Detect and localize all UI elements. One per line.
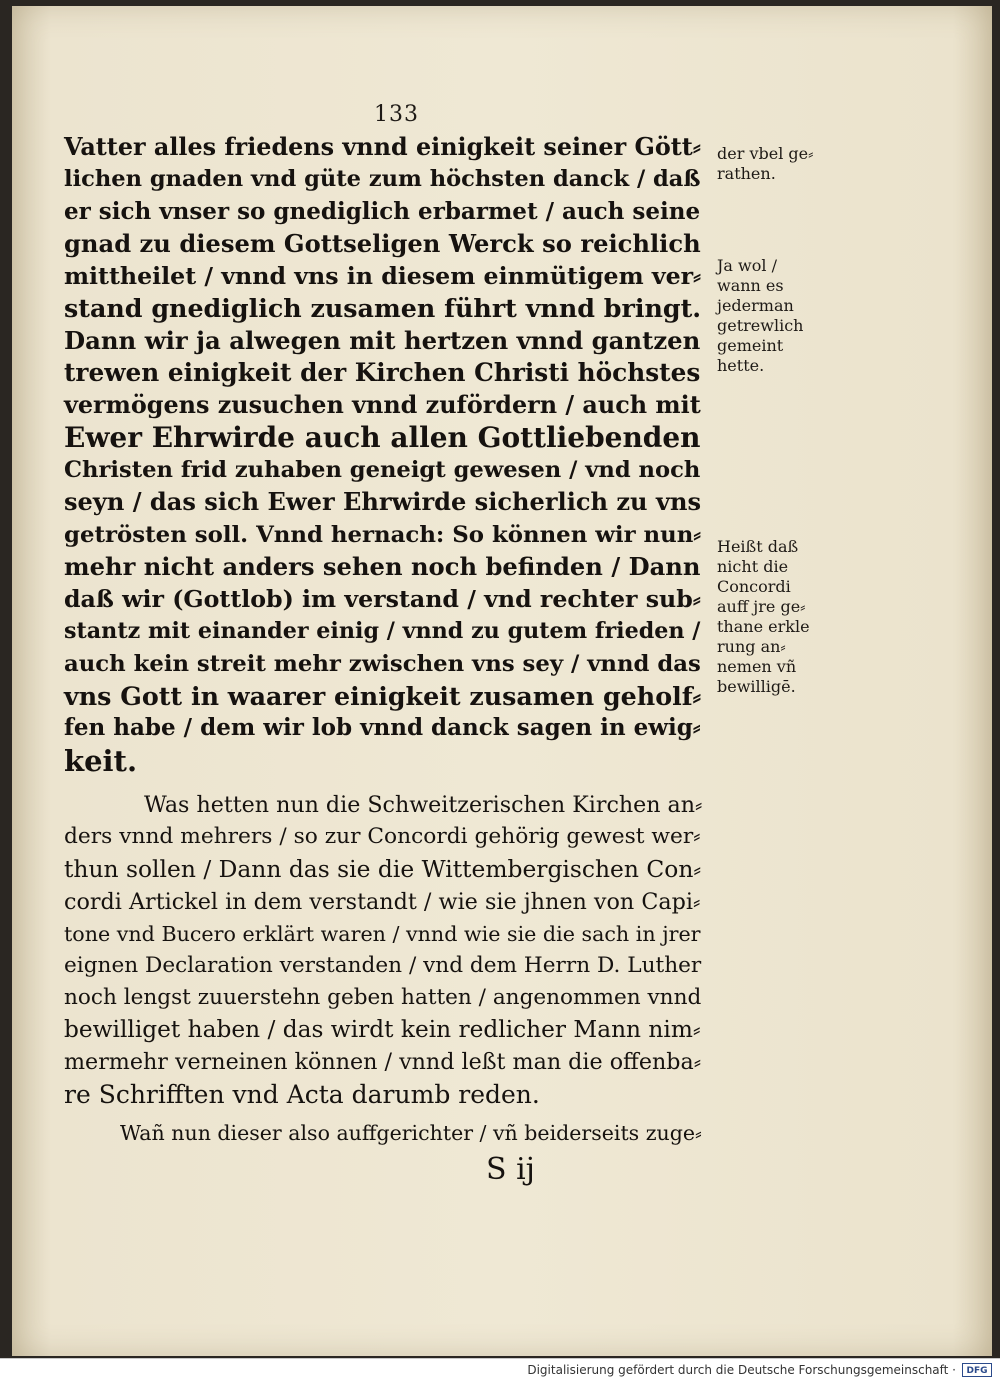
margin-note-line: wann es xyxy=(717,276,784,295)
text-line: vermögens zusuchen vnnd zufördern / auch mit xyxy=(64,391,701,420)
text-line: mehr nicht anders sehen noch befinden / Dann xyxy=(64,551,701,581)
text-line: lichen gnaden vnd güte zum höchsten danck / daß xyxy=(64,166,701,193)
text-line: thun sollen / Dann das sie die Wittembergischen Con⸗ xyxy=(64,855,702,884)
text-line: Christen frid zuhaben geneigt gewesen / vnd noch xyxy=(64,456,701,483)
text-line: gnad zu diesem Gottseligen Werck so reichlich xyxy=(64,228,701,258)
text-line: fen habe / dem wir lob vnnd danck sagen in ewig⸗ xyxy=(64,714,701,742)
book-page xyxy=(12,6,992,1356)
text-line: cordi Artickel in dem verstandt / wie sie jhnen von Capi⸗ xyxy=(64,888,701,915)
margin-note-line: thane erkle xyxy=(717,617,810,636)
margin-note-line: getrewlich xyxy=(717,316,804,335)
text-line: getrösten soll. Vnnd hernach: So können wir nun⸗ xyxy=(64,521,701,548)
margin-note-line: Heißt daß xyxy=(717,537,799,556)
text-line: auch kein streit mehr zwischen vns sey / vnnd das xyxy=(64,650,701,677)
text-line: mermehr verneinen können / vnnd leßt man die offenba⸗ xyxy=(64,1049,702,1076)
text-line: Was hetten nun die Schweitzerischen Kirchen an⸗ xyxy=(144,791,703,818)
text-line: stand gnediglich zusamen führt vnnd bringt. xyxy=(64,293,702,324)
dfg-logo: DFG xyxy=(962,1363,992,1377)
signature-mark: S ij xyxy=(486,1152,535,1187)
margin-note-line: nicht die xyxy=(717,557,789,576)
text-line: Vatter alles friedens vnnd einigkeit seiner Gött⸗ xyxy=(64,133,701,161)
text-line: mittheilet / vnnd vns in diesem einmütigem ver⸗ xyxy=(64,262,702,291)
text-line: seyn / das sich Ewer Ehrwirde sicherlich zu vns xyxy=(64,487,702,517)
margin-note xyxy=(717,144,817,184)
paragraph xyxy=(64,789,714,1111)
margin-note-line: der vbel ge⸗ xyxy=(717,144,814,163)
text-line: noch lengst zuuerstehn geben hatten / angenommen vnnd xyxy=(64,985,702,1011)
text-line: eignen Declaration verstanden / vnd dem Herrn D. Luther xyxy=(64,952,702,978)
text-line: stantz mit einander einig / vnnd zu gutem frieden / xyxy=(64,618,701,645)
paragraph xyxy=(64,131,714,777)
margin-note-line: nemen vñ xyxy=(717,657,797,676)
margin-note-line: Concordi xyxy=(717,577,791,596)
margin-note-line: Ja wol / xyxy=(717,256,777,275)
body-text xyxy=(64,131,714,1149)
text-line: bewilliget haben / das wirdt kein redlicher Mann nim⸗ xyxy=(64,1016,701,1044)
text-line: Wañ nun dieser also auffgerichter / vñ beiderseits zuge⸗ xyxy=(120,1120,702,1145)
footer-bar xyxy=(0,1358,1000,1382)
margin-note-line: hette. xyxy=(717,356,765,375)
margin-note-line: gemeint xyxy=(717,336,784,355)
text-line: vns Gott in waarer einigkeit zusamen geholf⸗ xyxy=(64,681,702,712)
text-line: tone vnd Bucero erklärt waren / vnnd wie sie die sach in jrer xyxy=(64,921,701,946)
text-line: daß wir (Gottlob) im verstand / vnd rechter sub⸗ xyxy=(64,585,701,614)
page-number: 133 xyxy=(374,102,419,127)
margin-note xyxy=(717,256,817,376)
margin-note-line: rathen. xyxy=(717,164,776,183)
margin-note-line: auff jre ge⸗ xyxy=(717,597,806,616)
text-line: er sich vnser so gnediglich erbarmet / auch seine xyxy=(64,197,701,225)
text-line: trewen einigkeit der Kirchen Christi höchstes xyxy=(64,358,701,388)
text-line: keit. xyxy=(64,743,138,778)
text-line: re Schrifften vnd Acta darumb reden. xyxy=(64,1079,540,1109)
paragraph xyxy=(64,1117,714,1149)
margin-note-line: rung an⸗ xyxy=(717,637,786,656)
text-line: ders vnnd mehrers / so zur Concordi gehörig gewest wer⸗ xyxy=(64,824,701,850)
margin-note xyxy=(717,537,817,697)
margin-note-line: jederman xyxy=(717,296,794,315)
margin-note-line: bewilligē. xyxy=(717,677,796,696)
funding-credit: Digitalisierung gefördert durch die Deutsche Forschungsgemeinschaft · xyxy=(527,1363,956,1377)
text-line: Dann wir ja alwegen mit hertzen vnnd gantzen xyxy=(64,325,701,355)
text-line: Ewer Ehrwirde auch allen Gottliebenden xyxy=(64,420,701,454)
